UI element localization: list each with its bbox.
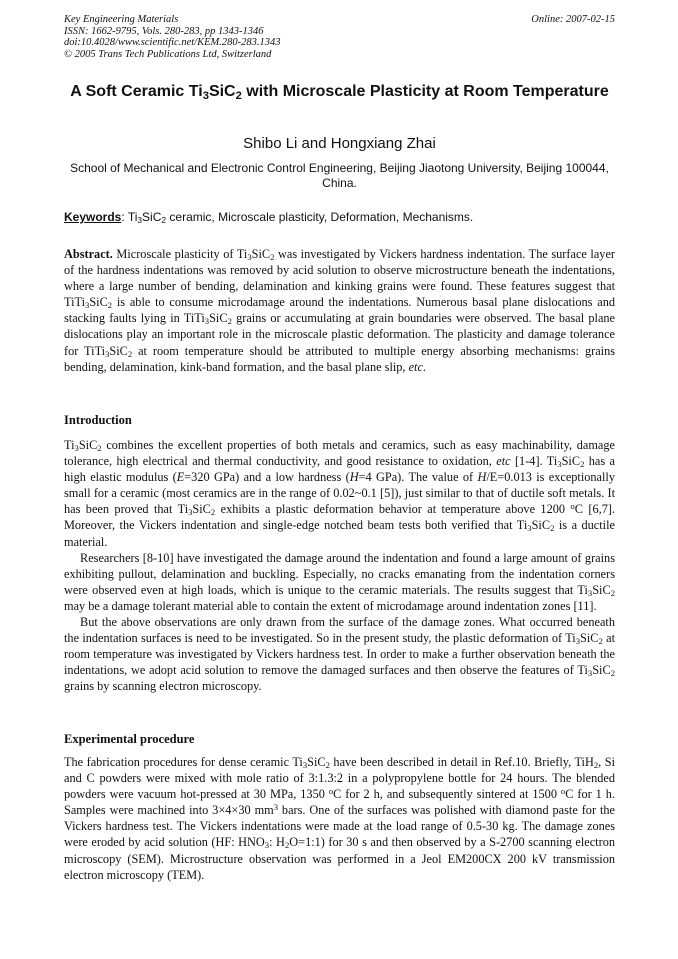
paper-title bbox=[64, 82, 615, 102]
formula-text: Ti bbox=[577, 663, 588, 678]
formula-subscript: 3 bbox=[105, 348, 110, 359]
abstract-text: is able to consume microdamage around the indentations. Numerous basal plane dislocations and stacking faults lying in Ti bbox=[64, 295, 615, 326]
formula-subscript: 2 bbox=[593, 760, 599, 771]
issn-line: ISSN: 1662-9795, Vols. 280-283, pp 1343-1346 bbox=[64, 25, 264, 37]
formula-text: SiC bbox=[89, 295, 108, 310]
intro-text: has a high elastic modulus ( bbox=[64, 454, 615, 485]
copyright-line: © 2005 Trans Tech Publications Ltd, Switzerland bbox=[64, 48, 272, 60]
intro-text: C [6,7]. Moreover, the Vickers indentation and single-edge notched beam tests both verified that bbox=[64, 502, 616, 533]
formula-text: SiC bbox=[592, 582, 611, 597]
formula-text: Ti bbox=[577, 582, 588, 597]
intro-text: E bbox=[489, 470, 498, 485]
keyword-subscript: 3 bbox=[137, 215, 143, 226]
formula-subscript: 3 bbox=[204, 316, 210, 327]
intro-paragraph-3 bbox=[64, 614, 615, 694]
formula-subscript: 2 bbox=[598, 636, 603, 647]
formula-text: SiC bbox=[580, 631, 599, 646]
intro-italic: H bbox=[477, 470, 487, 485]
affiliation: School of Mechanical and Electronic Control Engineering, Beijing Jiaotong University, Beijing 100044, China. bbox=[70, 161, 609, 190]
abstract-text: was investigated by Vickers hardness indentation. The surface layer of the hardness indentations was removed by acid solution to observe microstructure beneath the indentations, where a large number of bending, delamination and kinking grains were found. These features suggest that Ti bbox=[64, 247, 615, 310]
abstract-text: SiC bbox=[251, 247, 271, 261]
section-heading-experimental: Experimental procedure bbox=[64, 732, 195, 746]
formula-subscript: 3 bbox=[188, 507, 193, 518]
intro-text: combines the excellent properties of both metals and ceramics, such as easy machinability, damage tolerance, high electrical and thermal conductivity, and good resistance to oxidation, bbox=[64, 438, 615, 469]
abstract-label: Abstract. bbox=[64, 247, 113, 261]
formula-subscript: 2 bbox=[610, 668, 615, 679]
formula-subscript: 2 bbox=[550, 523, 555, 534]
formula-subscript: 3 bbox=[587, 587, 593, 598]
formula-text: SiC bbox=[561, 454, 581, 469]
formula-text: Ti bbox=[64, 438, 75, 452]
intro-text: / bbox=[486, 470, 490, 485]
keywords-label: Keywords bbox=[64, 210, 122, 224]
formula-text: SiC bbox=[531, 518, 551, 533]
formula-text: Ti bbox=[565, 631, 576, 646]
formula-subscript: 2 bbox=[210, 507, 216, 518]
abstract-text: grains or accumulating at grain boundaries were observed. The basal plane dislocations play an important role in the microscale plastic deformation. The plasticity and damage tolerance for Ti bbox=[64, 311, 616, 358]
formula-text: Ti bbox=[74, 295, 85, 310]
formula-subscript: 3 bbox=[74, 443, 79, 454]
intro-italic: E bbox=[176, 470, 185, 485]
intro-paragraph-1 bbox=[64, 437, 615, 550]
title-part: A Soft Ceramic Ti bbox=[70, 83, 203, 100]
keyword-text: ceramic, Microscale plasticity, Deformation, Mechanisms. bbox=[166, 210, 474, 224]
formula-text: Ti bbox=[177, 502, 189, 517]
formula-subscript: 2 bbox=[270, 252, 275, 263]
formula-text: Ti bbox=[292, 755, 303, 769]
formula-text: Ti bbox=[94, 343, 106, 358]
exp-text: bars. One of the surfaces was polished with diamond paste for the Vickers hardness test. The Vickers indentations were made at the load range of 0.5-30 kg. The damage zones were eroded by acid solution (HF: HNO bbox=[64, 803, 615, 850]
formula-subscript: 3 bbox=[587, 668, 593, 679]
intro-text: Researchers [8-10] have investigated the damage around the indentation and found a large amount of grains exhibiting pullout, delamination and buckling. Especially, no cracks emanating from the indentation corners were observed even at high loads, which is unique to the ceramic materials. The results suggest that bbox=[64, 550, 615, 597]
formula-subscript: 2 bbox=[284, 840, 290, 851]
formula-subscript: 2 bbox=[580, 459, 585, 470]
keywords-colon: : bbox=[121, 210, 128, 224]
abstract bbox=[64, 246, 615, 375]
formula-text: SiC bbox=[592, 663, 611, 678]
formula-subscript: 2 bbox=[227, 316, 232, 327]
title-part: with Microscale Plasticity at Room Temperature bbox=[241, 83, 609, 100]
doi-line: doi:10.4028/www.scientific.net/KEM.280-283.1343 bbox=[64, 37, 281, 48]
abstract-text: Microscale plasticity of Ti bbox=[112, 247, 248, 261]
exp-text: , Si and C powders were mixed with mole ratio of 3:1.3:2 in a polypropylene bottle for 24 hours. The blended powders were vacuum hot-pressed at 30 MPa, 1350 bbox=[64, 755, 615, 802]
authors: Shibo Li and Hongxiang Zhai bbox=[243, 135, 436, 152]
journal-name: Key Engineering Materials bbox=[64, 14, 179, 25]
intro-text: =320 GPa) and a low hardness ( bbox=[184, 470, 350, 485]
exp-text: have been described in detail in Ref.10. Briefly, TiH bbox=[329, 755, 594, 769]
exp-text: C for 2 h, and subsequently sintered at 1500 bbox=[333, 787, 561, 802]
formula-subscript: 3 bbox=[575, 636, 581, 647]
formula-subscript: 3 bbox=[264, 840, 270, 851]
exp-text: O=1:1) for 30 s and then observed by a S-2700 scanning electron microscopy (SEM). Microstructure observation was performed in a Jeol EM200CX 200 kV transmission electron microscopy (TEM). bbox=[64, 835, 615, 882]
formula-subscript: 2 bbox=[107, 300, 113, 311]
formula-text: Ti bbox=[516, 518, 528, 533]
exp-text: : H bbox=[269, 835, 285, 850]
title-subscript: 2 bbox=[235, 89, 242, 102]
intro-text: at room temperature was investigated by Vickers hardness test. In order to make a further observation beneath the indentations, we adopt acid solution to remove the damaged surfaces and then observe the features of bbox=[64, 631, 615, 678]
formula-text: SiC bbox=[192, 502, 211, 517]
formula-subscript: 3 bbox=[85, 300, 90, 311]
formula-subscript: 2 bbox=[610, 587, 615, 598]
journal-meta bbox=[64, 14, 281, 60]
exp-text: C for 1 h. Samples were machined into 3×4×30 mm bbox=[64, 787, 615, 818]
title-part: SiC bbox=[208, 83, 236, 100]
formula-text: Ti bbox=[546, 454, 558, 469]
formula-subscript: 2 bbox=[127, 348, 133, 359]
exp-text: The fabrication procedures for dense ceramic bbox=[64, 755, 293, 769]
keyword-subscript: 2 bbox=[161, 215, 167, 226]
intro-text: grains by scanning electron microscopy. bbox=[64, 679, 262, 694]
intro-text: =0.013 is exceptionally small for a ceramic (most ceramics are in the range of 0.02~0.1 [5]), just similar to that of ductile soft metals. It has been proved that bbox=[64, 470, 615, 517]
formula-text: SiC bbox=[109, 343, 128, 358]
keyword-text: Ti bbox=[127, 210, 138, 224]
formula-subscript: 2 bbox=[97, 443, 102, 454]
degree-superscript: o bbox=[560, 786, 566, 797]
intro-text: is a ductile material. bbox=[64, 518, 615, 549]
formula-text: SiC bbox=[307, 755, 326, 769]
introduction-body bbox=[64, 437, 615, 695]
intro-text: exhibits a plastic deformation behavior at temperature above 1200 bbox=[215, 502, 571, 517]
formula-subscript: 3 bbox=[302, 760, 308, 771]
formula-subscript: 3 bbox=[557, 459, 562, 470]
keyword-text: SiC bbox=[142, 210, 162, 224]
formula-text: SiC bbox=[209, 311, 228, 326]
intro-paragraph-2 bbox=[64, 550, 615, 614]
abstract-text: . bbox=[422, 359, 426, 374]
intro-text: But the above observations are only drawn from the surface of the damage zones. What occurred beneath the indentation surfaces is need to be investigated. So in the present study, the plastic deformation of bbox=[64, 615, 615, 646]
intro-text: [1-4]. bbox=[510, 454, 547, 469]
online-date: Online: 2007-02-15 bbox=[531, 14, 615, 25]
section-heading-introduction: Introduction bbox=[64, 413, 132, 427]
degree-superscript: o bbox=[570, 501, 575, 512]
intro-italic: etc bbox=[496, 454, 511, 469]
experimental-body bbox=[64, 754, 615, 883]
formula-text: SiC bbox=[78, 438, 98, 452]
keywords bbox=[64, 210, 615, 225]
abstract-text: at room temperature should be attributed to multiple energy absorbing mechanisms: grains bending, delamination, kink-band formation, and the basal plane slip, bbox=[64, 343, 616, 374]
intro-italic: H bbox=[349, 470, 359, 485]
degree-superscript: o bbox=[328, 786, 334, 797]
formula-text: Ti bbox=[194, 311, 205, 326]
title-subscript: 3 bbox=[202, 89, 209, 102]
abstract-italic: etc bbox=[408, 359, 423, 374]
formula-subscript: 3 bbox=[247, 252, 252, 263]
intro-text: may be a damage tolerant material able to contain the extent of microdamage around indentation zones [11]. bbox=[64, 598, 597, 613]
intro-text: =4 GPa). The value of bbox=[358, 470, 478, 485]
formula-subscript: 2 bbox=[325, 760, 330, 771]
unit-superscript: 3 bbox=[273, 802, 279, 813]
formula-subscript: 3 bbox=[527, 523, 532, 534]
